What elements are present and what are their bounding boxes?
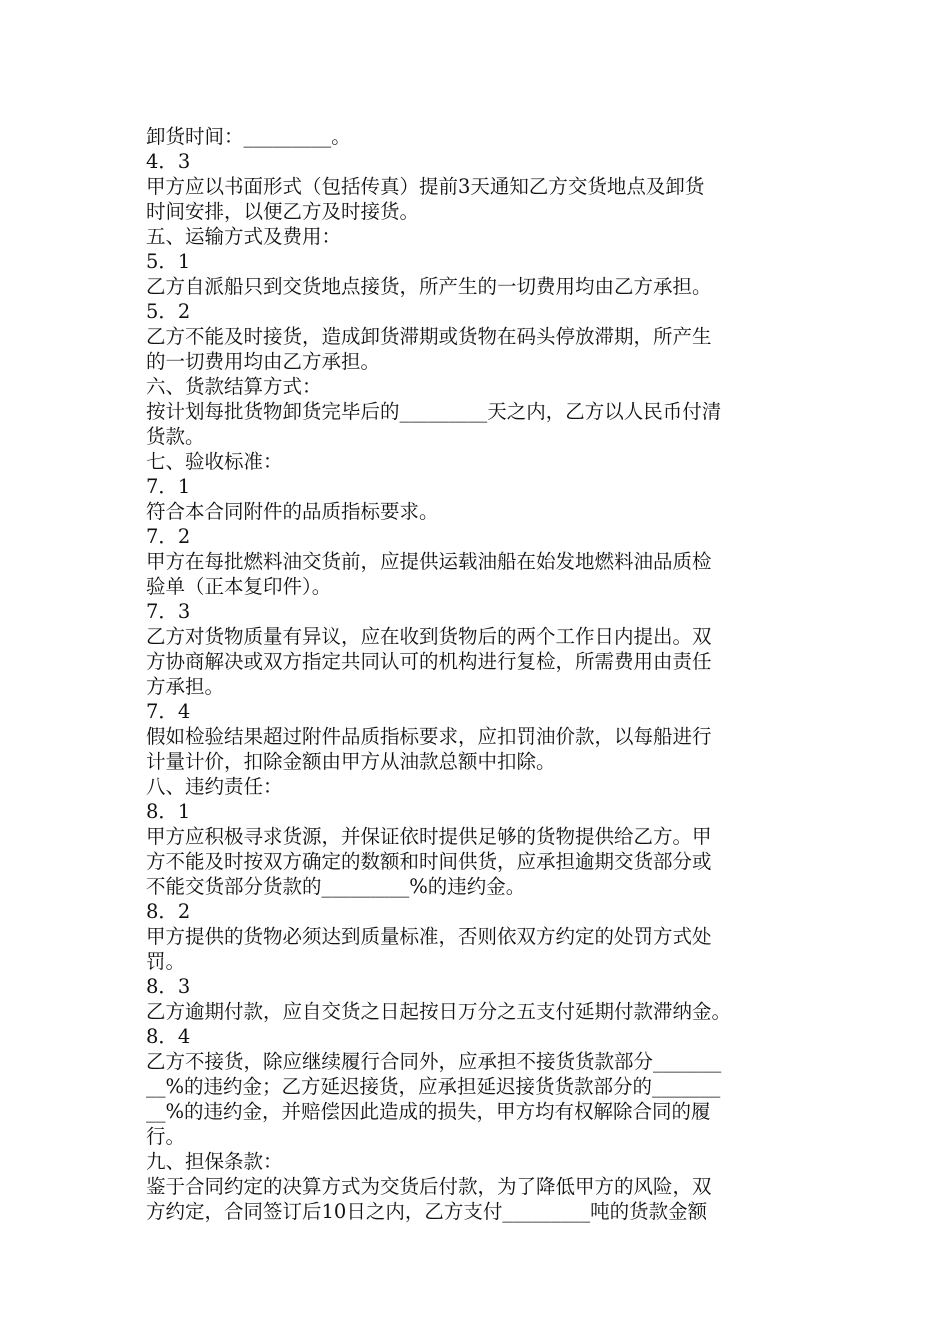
text-line: 甲方应积极寻求货源，并保证依时提供足够的货物提供给乙方。甲 [146,825,712,848]
text-line: 乙方对货物质量有异议，应在收到货物后的两个工作日内提出。双 [146,625,712,648]
text-line: __%的违约金，并赔偿因此造成的损失，甲方均有权解除合同的履 [146,1100,711,1123]
text-line: 九、担保条款： [146,1150,283,1173]
text-line: 5．1 [146,250,191,273]
text-line: 按计划每批货物卸货完毕后的_________天之内，乙方以人民币付清 [146,400,722,423]
text-line: __%的违约金；乙方延迟接货，应承担延迟接货货款部分的_______ [146,1075,721,1098]
text-line: 4．3 [146,150,191,173]
document-body [146,124,810,1224]
text-line: 方协商解决或双方指定共同认可的机构进行复检，所需费用由责任 [146,650,712,673]
text-line: 方承担。 [146,675,225,698]
text-line: 乙方不能及时接货，造成卸货滞期或货物在码头停放滞期，所产生 [146,325,712,348]
text-line: 甲方应以书面形式（包括传真）提前3天通知乙方交货地点及卸货 [146,175,705,198]
text-line: 行。 [146,1125,186,1148]
text-line: 时间安排，以便乙方及时接货。 [146,200,420,223]
text-line: 7．3 [146,600,191,623]
text-line: 七、验收标准： [146,450,283,473]
text-line: 8．1 [146,800,191,823]
text-line: 8．3 [146,975,191,998]
text-line: 计量计价，扣除金额由甲方从油款总额中扣除。 [146,750,556,773]
text-line: 鉴于合同约定的决算方式为交货后付款，为了降低甲方的风险，双 [146,1175,712,1198]
text-line: 8．4 [146,1025,191,1048]
text-line: 乙方自派船只到交货地点接货，所产生的一切费用均由乙方承担。 [146,275,712,298]
text-line: 方不能及时按双方确定的数额和时间供货，应承担逾期交货部分或 [146,850,712,873]
text-line: 乙方不接货，除应继续履行合同外，应承担不接货货款部分_______ [146,1050,722,1073]
text-line: 假如检验结果超过附件品质指标要求，应扣罚油价款，以每船进行 [146,725,712,748]
text-line: 乙方逾期付款，应自交货之日起按日万分之五支付延期付款滞纳金。 [146,1000,732,1023]
text-line: 货款。 [146,425,205,448]
text-line: 方约定，合同签订后10日之内，乙方支付_________吨的货款金额 [146,1200,708,1223]
text-line: 验单（正本复印件）。 [146,575,332,598]
text-line: 5．2 [146,300,191,323]
text-line: 7．1 [146,475,191,498]
text-line: 不能交货部分货款的_________%的违约金。 [146,875,526,898]
text-line: 六、货款结算方式： [146,375,322,398]
text-line: 五、运输方式及费用： [146,225,342,248]
text-line: 罚。 [146,950,186,973]
text-line: 甲方提供的货物必须达到质量标准，否则依双方约定的处罚方式处 [146,925,712,948]
text-line: 符合本合同附件的品质指标要求。 [146,500,439,523]
text-line: 的一切费用均由乙方承担。 [146,350,381,373]
text-line: 卸货时间：_________。 [146,125,351,148]
text-line: 7．2 [146,525,191,548]
text-line: 8．2 [146,900,191,923]
text-line: 八、违约责任： [146,775,283,798]
text-line: 7．4 [146,700,191,723]
text-line: 甲方在每批燃料油交货前，应提供运载油船在始发地燃料油品质检 [146,550,712,573]
